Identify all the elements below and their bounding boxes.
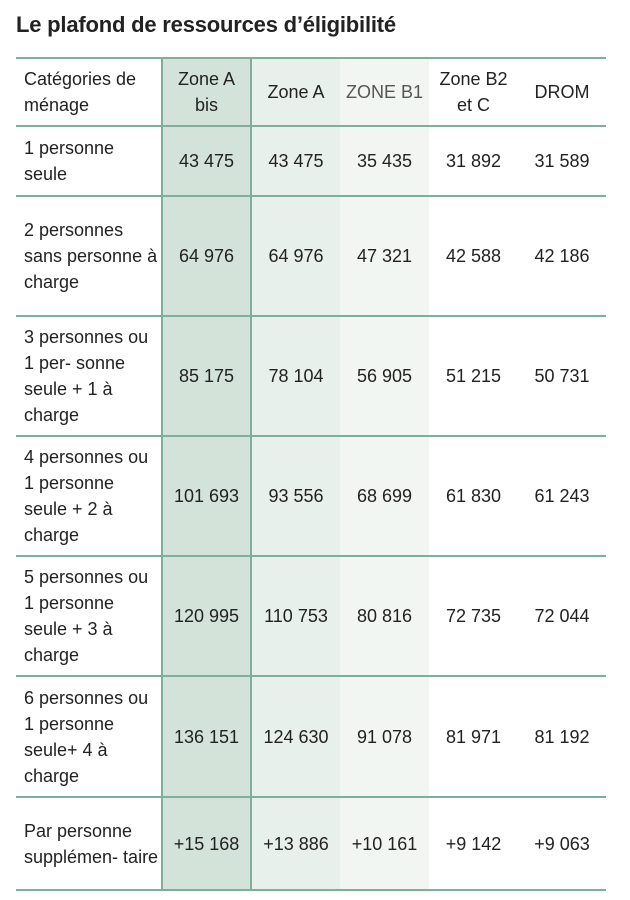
header-zone-b2-c: Zone B2 et C [429,58,518,126]
cell-zone-b1: 35 435 [340,126,429,196]
header-zone-a: Zone A [251,58,340,126]
table-row [16,316,606,436]
table-row [16,797,606,890]
header-drom: DROM [518,58,606,126]
cell-zone-b1: 91 078 [340,676,429,797]
cell-drom: 50 731 [518,316,606,436]
cell-drom: +9 063 [518,797,606,890]
cell-drom: 31 589 [518,126,606,196]
cell-zone-a: 43 475 [251,126,340,196]
cell-drom: 72 044 [518,556,606,676]
cell-zone-a: 64 976 [251,196,340,316]
row-label: Par personne supplémen- taire [16,797,162,890]
row-label: 6 personnes ou 1 personne seule+ 4 à charge [16,676,162,797]
row-label: 3 personnes ou 1 per- sonne seule + 1 à charge [16,316,162,436]
header-zone-b1: ZONE B1 [340,58,429,126]
table-row [16,196,606,316]
cell-zone-b1: 56 905 [340,316,429,436]
row-label: 5 personnes ou 1 personne seule + 3 à charge [16,556,162,676]
cell-drom: 42 186 [518,196,606,316]
cell-zone-a-bis: 43 475 [162,126,251,196]
cell-zone-a-bis: 120 995 [162,556,251,676]
table-header-row [16,58,606,126]
table-row [16,126,606,196]
cell-zone-a-bis: +15 168 [162,797,251,890]
cell-zone-b1: 80 816 [340,556,429,676]
page-title: Le plafond de ressources d’éligibilité [16,12,396,37]
table-row [16,556,606,676]
cell-zone-a: 124 630 [251,676,340,797]
header-household-category: Catégories de ménage [16,58,162,126]
cell-zone-b2-c: 72 735 [429,556,518,676]
cell-zone-b2-c: 61 830 [429,436,518,556]
cell-drom: 81 192 [518,676,606,797]
cell-zone-a: 78 104 [251,316,340,436]
cell-zone-b1: 68 699 [340,436,429,556]
cell-zone-a: 93 556 [251,436,340,556]
eligibility-ceiling-table [16,57,606,891]
cell-zone-b1: +10 161 [340,797,429,890]
cell-zone-a: +13 886 [251,797,340,890]
cell-zone-b1: 47 321 [340,196,429,316]
cell-zone-a: 110 753 [251,556,340,676]
cell-zone-b2-c: 31 892 [429,126,518,196]
cell-zone-a-bis: 85 175 [162,316,251,436]
row-label: 4 personnes ou 1 personne seule + 2 à charge [16,436,162,556]
header-zone-a-bis: Zone A bis [162,58,251,126]
cell-zone-a-bis: 136 151 [162,676,251,797]
cell-zone-a-bis: 64 976 [162,196,251,316]
cell-zone-b2-c: +9 142 [429,797,518,890]
row-label: 2 personnes sans personne à charge [16,196,162,316]
cell-zone-b2-c: 51 215 [429,316,518,436]
cell-zone-a-bis: 101 693 [162,436,251,556]
row-label: 1 personne seule [16,126,162,196]
table-row [16,676,606,797]
cell-zone-b2-c: 42 588 [429,196,518,316]
cell-zone-b2-c: 81 971 [429,676,518,797]
cell-drom: 61 243 [518,436,606,556]
table-row [16,436,606,556]
